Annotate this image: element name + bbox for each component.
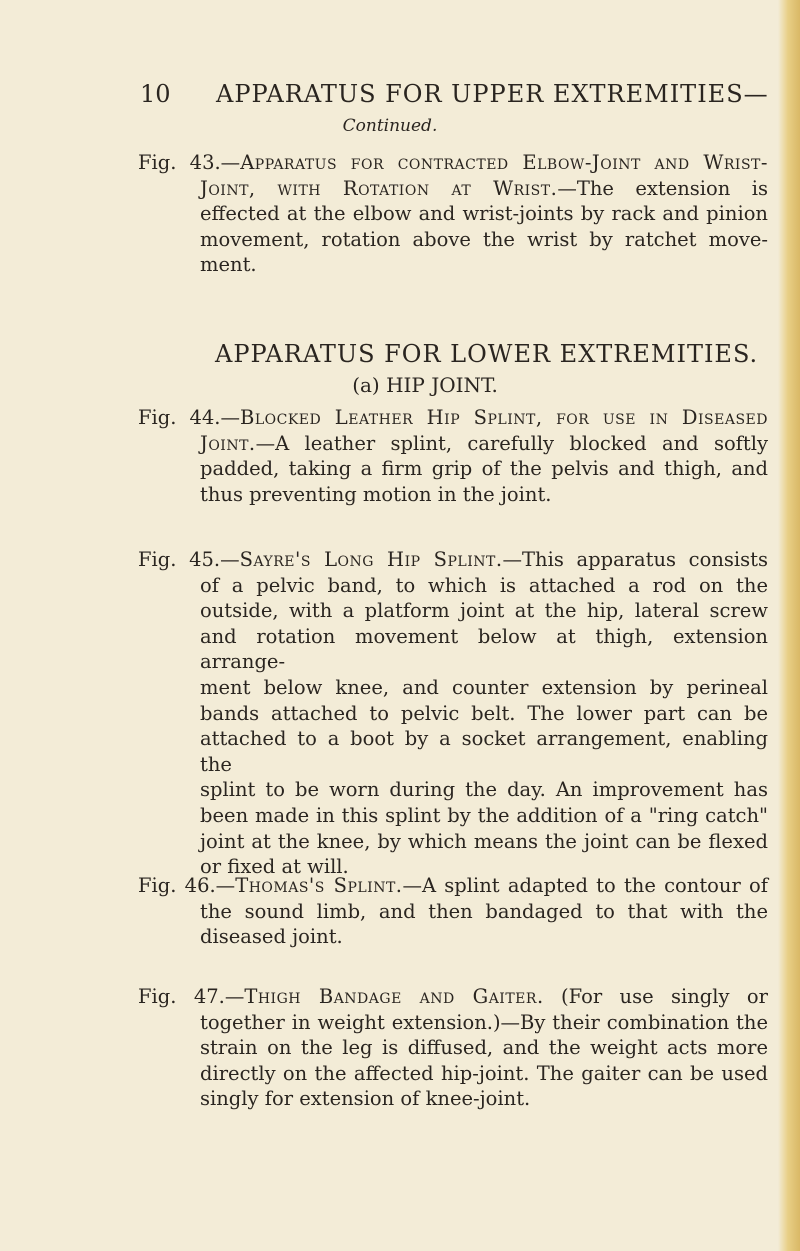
fig-45-line-2: of a pelvic band, to which is attached a rod on the bbox=[200, 573, 768, 597]
fig-47-line-5: singly for extension of knee-joint. bbox=[200, 1087, 531, 1111]
fig-44-line-2 bbox=[138, 431, 768, 457]
fig-45-line-3: outside, with a platform joint at the hip, lateral screw bbox=[200, 599, 768, 623]
fig-47-entry bbox=[138, 984, 768, 1112]
fig-46-line-2: the sound limb, and then bandaged to that with the bbox=[200, 899, 768, 923]
fig-43-text-2: —The extension is bbox=[557, 176, 768, 200]
fig-47-line-2: together in weight extension.)—By their combination the bbox=[200, 1010, 768, 1034]
running-title: APPARATUS FOR UPPER EXTREMITIES— bbox=[216, 80, 769, 108]
fig-44-line-1 bbox=[138, 405, 768, 431]
running-header bbox=[140, 80, 769, 140]
fig-46-entry bbox=[138, 873, 768, 950]
fig-45-line-8: splint to be worn during the day. An improvement has bbox=[200, 778, 768, 802]
fig-46-line-3: diseased joint. bbox=[200, 925, 343, 949]
fig-45-line-1 bbox=[138, 547, 768, 573]
fig-47-line-3: strain on the leg is diffused, and the weight acts more bbox=[200, 1036, 768, 1060]
fig-44-text-2: —A leather splint, carefully blocked and softly bbox=[255, 431, 768, 455]
fig-43-line-4: movement, rotation above the wrist by ratchet move- bbox=[200, 227, 768, 251]
fig-44-label: Fig. 44.— bbox=[138, 406, 241, 429]
fig-43-title-1: Apparatus for contracted Elbow-Joint and Wrist- bbox=[240, 151, 768, 174]
fig-45-text-1: —This apparatus consists bbox=[502, 548, 768, 571]
fig-43-label: Fig. 43.— bbox=[138, 151, 241, 174]
fig-45-line-11: or fixed at will. bbox=[200, 855, 349, 879]
fig-44-entry bbox=[138, 405, 768, 507]
fig-44-line-4: thus preventing motion in the joint. bbox=[200, 482, 552, 506]
fig-47-line-1 bbox=[138, 984, 768, 1010]
fig-45-line-9: been made in this splint by the addition of a "ring catch" bbox=[200, 803, 768, 827]
fig-44-title-2: Joint. bbox=[200, 431, 256, 455]
fig-45-line-4: and rotation movement below at thigh, extension arrange- bbox=[200, 624, 768, 674]
fig-47-label: Fig. 47.— bbox=[138, 985, 245, 1008]
fig-45-line-5: ment below knee, and counter extension by perineal bbox=[200, 675, 768, 699]
fig-43-title-2: Joint, with Rotation at Wrist. bbox=[200, 176, 558, 200]
fig-44-line-3: padded, taking a firm grip of the pelvis and thigh, and bbox=[200, 457, 768, 481]
fig-43-line-2 bbox=[138, 176, 768, 202]
fig-47-text-1: (For use singly or bbox=[543, 985, 768, 1008]
fig-43-line-1 bbox=[138, 150, 768, 176]
fig-43-line-3: effected at the elbow and wrist-joints by rack and pinion bbox=[200, 202, 768, 226]
fig-46-line-1 bbox=[138, 873, 768, 899]
section-subtitle: (a) HIP JOINT. bbox=[352, 373, 498, 397]
fig-44-title-1: Blocked Leather Hip Splint, for use in Diseased bbox=[240, 406, 768, 429]
section-title: APPARATUS FOR LOWER EXTREMITIES. bbox=[215, 340, 759, 368]
page-number: 10 bbox=[140, 80, 171, 108]
fig-45-label: Fig. 45.— bbox=[138, 548, 240, 571]
fig-45-entry bbox=[138, 547, 768, 880]
fig-43-entry bbox=[138, 150, 768, 278]
fig-45-line-10: joint at the knee, by which means the joint can be flexed bbox=[200, 829, 768, 853]
fig-46-label: Fig. 46.— bbox=[138, 874, 236, 897]
fig-46-title: Thomas's Splint. bbox=[235, 874, 403, 897]
fig-45-line-7: attached to a boot by a socket arrangement, enabling the bbox=[200, 727, 768, 776]
fig-43-line-5: ment. bbox=[200, 253, 257, 277]
fig-47-title: Thigh Bandage and Gaiter. bbox=[244, 985, 544, 1008]
fig-45-title: Sayre's Long Hip Splint. bbox=[239, 548, 503, 571]
fig-47-line-4: directly on the affected hip-joint. The gaiter can be used bbox=[200, 1061, 768, 1085]
fig-46-text-1: —A splint adapted to the contour of bbox=[402, 874, 768, 897]
running-title-continued: Continued. bbox=[342, 116, 438, 136]
fig-45-line-6: bands attached to pelvic belt. The lower part can be bbox=[200, 701, 768, 725]
